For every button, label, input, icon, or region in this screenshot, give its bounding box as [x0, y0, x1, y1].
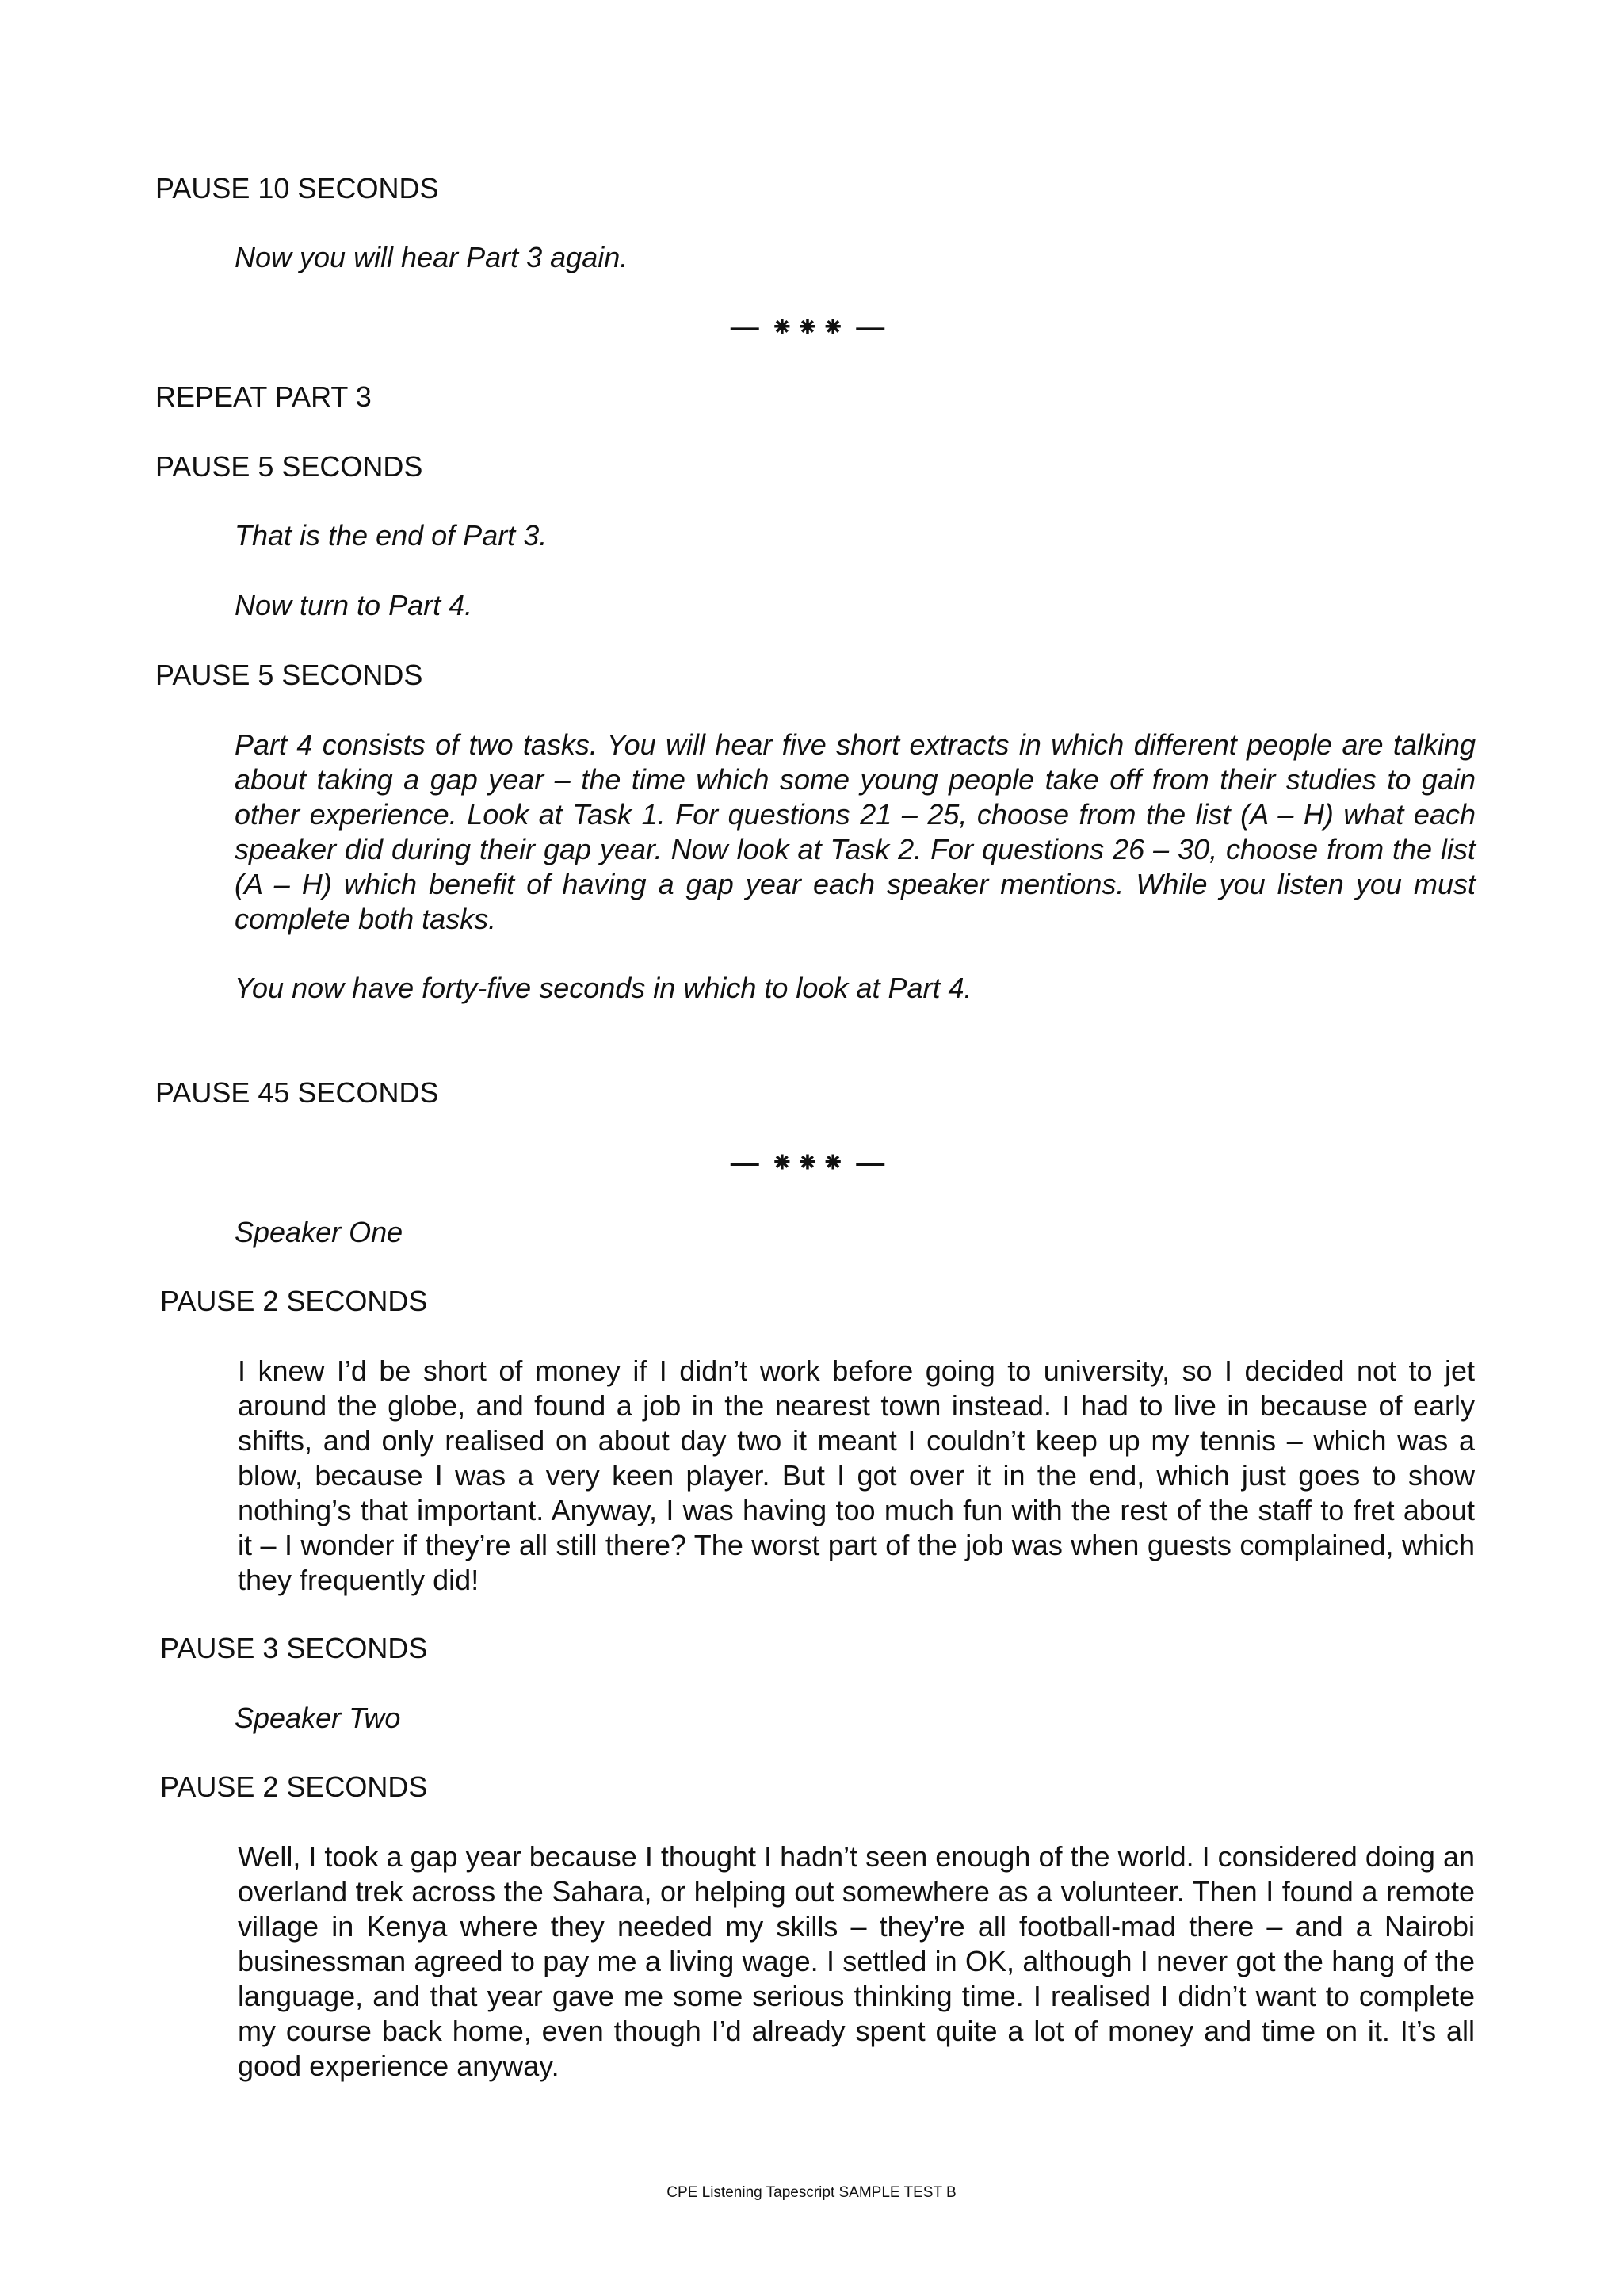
section-separator: — ⁕⁕⁕ —	[730, 1146, 887, 1179]
repeat-part3: REPEAT PART 3	[155, 380, 372, 413]
pause-2-seconds: PAUSE 2 SECONDS	[160, 1285, 428, 1317]
end-of-part3: That is the end of Part 3.	[235, 519, 548, 552]
pause-5-seconds: PAUSE 5 SECONDS	[155, 450, 423, 483]
part4-instructions: Part 4 consists of two tasks. You will hear five short extracts in which different people are talking about taking a gap year – the time which some young people take off from their studies to gain other experience. Look at Task 1. For questions 21 – 25, choose from the list (A – H) what each speaker did during their gap year. Now look at Task 2. For questions 26 – 30, choose from the list (A – H) which benefit of having a gap year each speaker mentions. While you listen you must complete both tasks.	[235, 728, 1476, 935]
pause-10-seconds: PAUSE 10 SECONDS	[155, 172, 439, 204]
page-footer: CPE Listening Tapescript SAMPLE TEST B	[666, 2184, 957, 2201]
speaker-one-text: I knew I’d be short of money if I didn’t work before going to university, so I decided not to jet around the globe, and found a job in the nearest town instead. I had to live in because of early shifts, and only realised on about day two it meant I couldn’t keep up my tennis – which was a blow, because I was a very keen player. But I got over it in the end, which just goes to show nothing’s that important. Anyway, I was having too much fun with the rest of the staff to fret about it – I wonder if they’re all still there? The worst part of the job was when guests complained, which they frequently did!	[238, 1354, 1475, 1596]
speaker-two-text: Well, I took a gap year because I thought I hadn’t seen enough of the world. I considered doing an overland trek across the Sahara, or helping out somewhere as a volunteer. Then I found a remote village in Kenya where they needed my skills – they’re all football-mad there – and a Nairobi businessman agreed to pay me a living wage. I settled in OK, although I never got the hang of the language, and that year gave me some serious thinking time. I realised I didn’t want to complete my course back home, even though I’d already spent quite a lot of money and time on it. It’s all good experience anyway.	[238, 1840, 1475, 2082]
turn-to-part4: Now turn to Part 4.	[235, 589, 473, 621]
forty-five-seconds-note: You now have forty-five seconds in which to look at Part 4.	[235, 972, 972, 1004]
hear-part3-again: Now you will hear Part 3 again.	[235, 241, 628, 273]
speaker-one-label: Speaker One	[235, 1216, 403, 1248]
speaker-two-label: Speaker Two	[235, 1702, 401, 1734]
pause-45-seconds: PAUSE 45 SECONDS	[155, 1076, 439, 1109]
pause-2-seconds: PAUSE 2 SECONDS	[160, 1771, 428, 1803]
pause-5-seconds: PAUSE 5 SECONDS	[155, 659, 423, 691]
section-separator: — ⁕⁕⁕ —	[730, 311, 887, 343]
pause-3-seconds: PAUSE 3 SECONDS	[160, 1632, 428, 1664]
